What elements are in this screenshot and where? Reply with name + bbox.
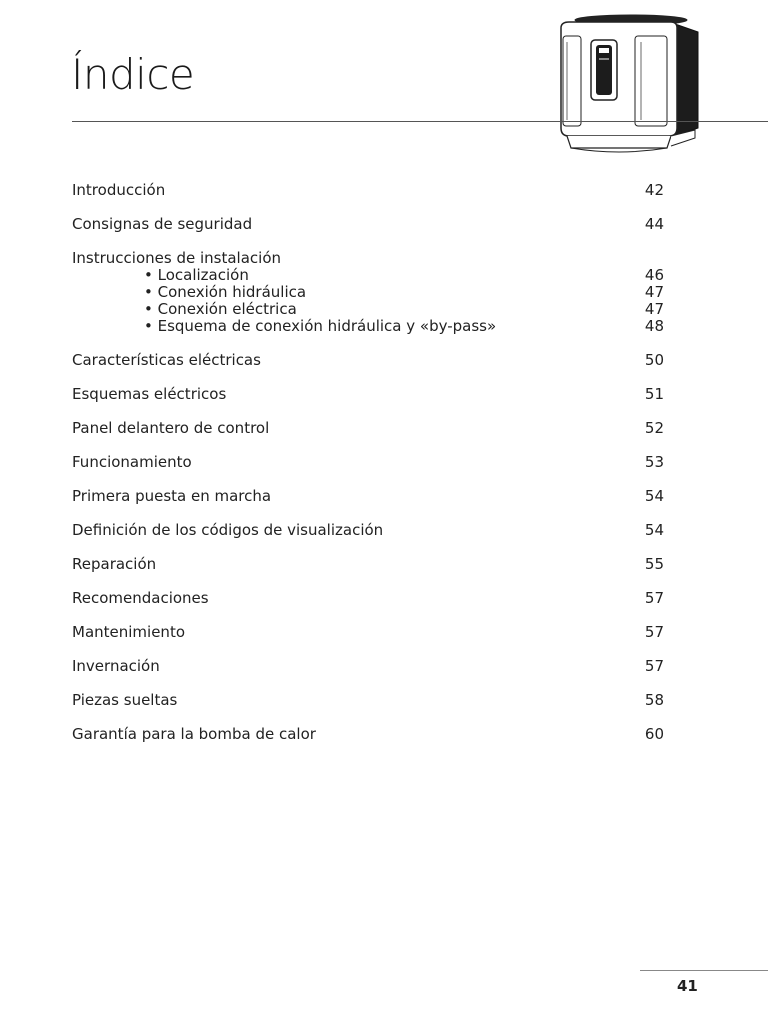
toc-entry-page: 50 bbox=[644, 351, 664, 369]
toc-entry[interactable] bbox=[72, 420, 664, 438]
toc-entry-page: 58 bbox=[644, 691, 664, 709]
toc-entry[interactable] bbox=[72, 556, 664, 574]
toc-entry[interactable] bbox=[72, 454, 664, 472]
heat-pump-unit-icon bbox=[555, 10, 705, 160]
toc-entry-label: Primera puesta en marcha bbox=[72, 487, 272, 505]
toc-subentry-label: • Localización bbox=[144, 266, 249, 284]
toc-entry-label: Mantenimiento bbox=[72, 623, 185, 641]
toc-subentry[interactable] bbox=[72, 318, 664, 336]
toc-subentry-page: 46 bbox=[644, 266, 664, 284]
toc-entry-label: Definición de los códigos de visualización bbox=[72, 521, 384, 539]
toc-entry[interactable] bbox=[72, 216, 664, 234]
toc-entry-label: Funcionamiento bbox=[72, 453, 192, 471]
page-title: Índice bbox=[71, 50, 195, 99]
toc-subentry-label: • Conexión hidráulica bbox=[144, 283, 307, 301]
toc-subentry-label: • Esquema de conexión hidráulica y «by-pass» bbox=[144, 317, 497, 335]
toc-entry[interactable] bbox=[72, 658, 664, 676]
toc-entry-page: 44 bbox=[644, 215, 664, 233]
toc-entry-label: Panel delantero de control bbox=[72, 419, 270, 437]
toc-entry-page: 51 bbox=[644, 385, 664, 403]
toc-entry-label: Consignas de seguridad bbox=[72, 215, 253, 233]
toc-entry[interactable] bbox=[72, 726, 664, 744]
toc-entry[interactable] bbox=[72, 590, 664, 608]
page-number: 41 bbox=[677, 977, 698, 995]
toc-entry[interactable] bbox=[72, 488, 664, 506]
toc-entry[interactable] bbox=[72, 352, 664, 370]
toc-entry-label: Esquemas eléctricos bbox=[72, 385, 227, 403]
toc-entry-page: 54 bbox=[644, 521, 664, 539]
toc-entry[interactable] bbox=[72, 386, 664, 404]
footer-divider bbox=[640, 970, 768, 971]
toc-entry-page: 54 bbox=[644, 487, 664, 505]
toc-entry-page: 57 bbox=[644, 657, 664, 675]
toc-entry-label: Piezas sueltas bbox=[72, 691, 178, 709]
title-divider bbox=[72, 121, 768, 122]
toc-entry-label: Características eléctricas bbox=[72, 351, 261, 369]
toc-entry-label: Instrucciones de instalación bbox=[72, 249, 281, 267]
toc-entry[interactable] bbox=[72, 522, 664, 540]
toc-entry-page: 57 bbox=[644, 623, 664, 641]
toc-entry-label: Reparación bbox=[72, 555, 157, 573]
toc-entry-page: 55 bbox=[644, 555, 664, 573]
toc-entry[interactable] bbox=[72, 182, 664, 200]
toc-entry-page: 60 bbox=[644, 725, 664, 743]
toc-entry-label: Recomendaciones bbox=[72, 589, 209, 607]
toc-subentry-page: 47 bbox=[644, 300, 664, 318]
toc-entry-label: Invernación bbox=[72, 657, 160, 675]
toc-entry[interactable] bbox=[72, 692, 664, 710]
toc-entry-label: Garantía para la bomba de calor bbox=[72, 725, 316, 743]
toc-subentry-label: • Conexión eléctrica bbox=[144, 300, 297, 318]
toc-entry-page: 53 bbox=[644, 453, 664, 471]
toc-subentry-page: 47 bbox=[644, 283, 664, 301]
toc-entry[interactable] bbox=[72, 624, 664, 642]
toc-entry-label: Introducción bbox=[72, 181, 166, 199]
toc-subentry-page: 48 bbox=[644, 317, 664, 335]
toc-entry-page: 57 bbox=[644, 589, 664, 607]
toc-entry-page: 42 bbox=[644, 181, 664, 199]
toc-entry-page: 52 bbox=[644, 419, 664, 437]
